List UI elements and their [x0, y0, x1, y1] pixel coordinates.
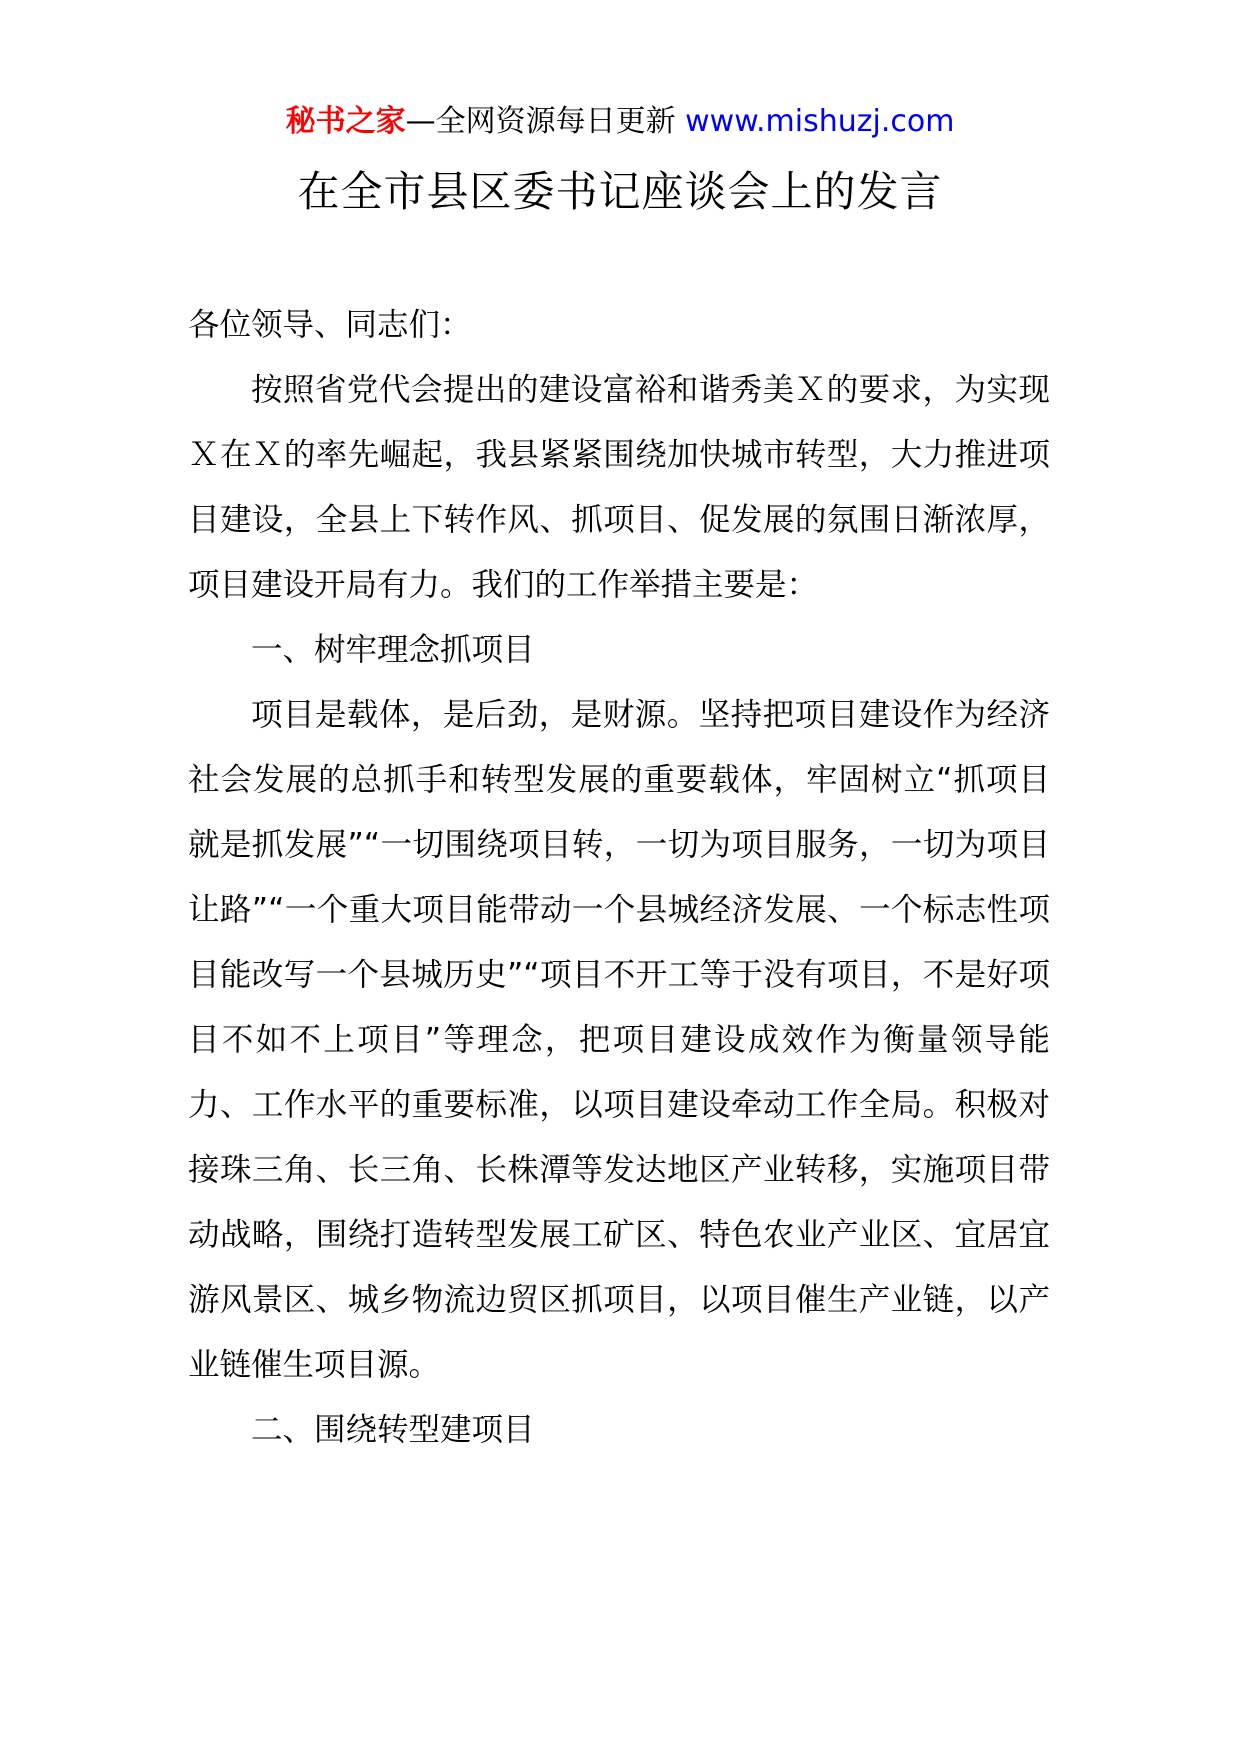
site-header: [0, 100, 1240, 144]
document-title: 在全市县区委书记座谈会上的发言: [297, 167, 943, 216]
brand-name: 秘书之家: [285, 104, 406, 139]
paragraph-section-1: 项目是载体，是后劲，是财源。坚持把项目建设作为经济社会发展的总抓手和转型发展的重要载体，牢固树立“抓项目就是抓发展”“一切围绕项目转，一切为项目服务，一切为项目让路”“一个重大项目能带动一个县城经济发展、一个标志性项目能改写一个县城历史”“项目不开工等于没有项目，不是好项目不如不上项目”等理念，把项目建设成效作为衡量领导能力、工作水平的重要标准，以项目建设牵动工作全局。积极对接珠三角、长三角、长株潭等发达地区产业转移，实施项目带动战略，围绕打造转型发展工矿区、特色农业产业区、宜居宜游风景区、城乡物流边贸区抓项目，以项目催生产业链，以产业链催生项目源。: [188, 697, 1050, 1383]
document-body: [188, 293, 1050, 1463]
section-heading-1: 一、树牢理念抓项目: [251, 632, 535, 668]
paragraph-intro: 按照省党代会提出的建设富裕和谐秀美Ｘ的要求，为实现Ｘ在Ｘ的率先崛起，我县紧紧围绕加快城市转型，大力推进项目建设，全县上下转作风、抓项目、促发展的氛围日渐浓厚，项目建设开局有力。我们的工作举措主要是：: [188, 372, 1050, 603]
site-url-link[interactable]: www.mishuzj.com: [685, 104, 955, 139]
header-tagline: —全网资源每日更新: [405, 104, 686, 139]
salutation: 各位领导、同志们：: [188, 307, 472, 343]
section-heading-2: 二、围绕转型建项目: [251, 1412, 535, 1448]
